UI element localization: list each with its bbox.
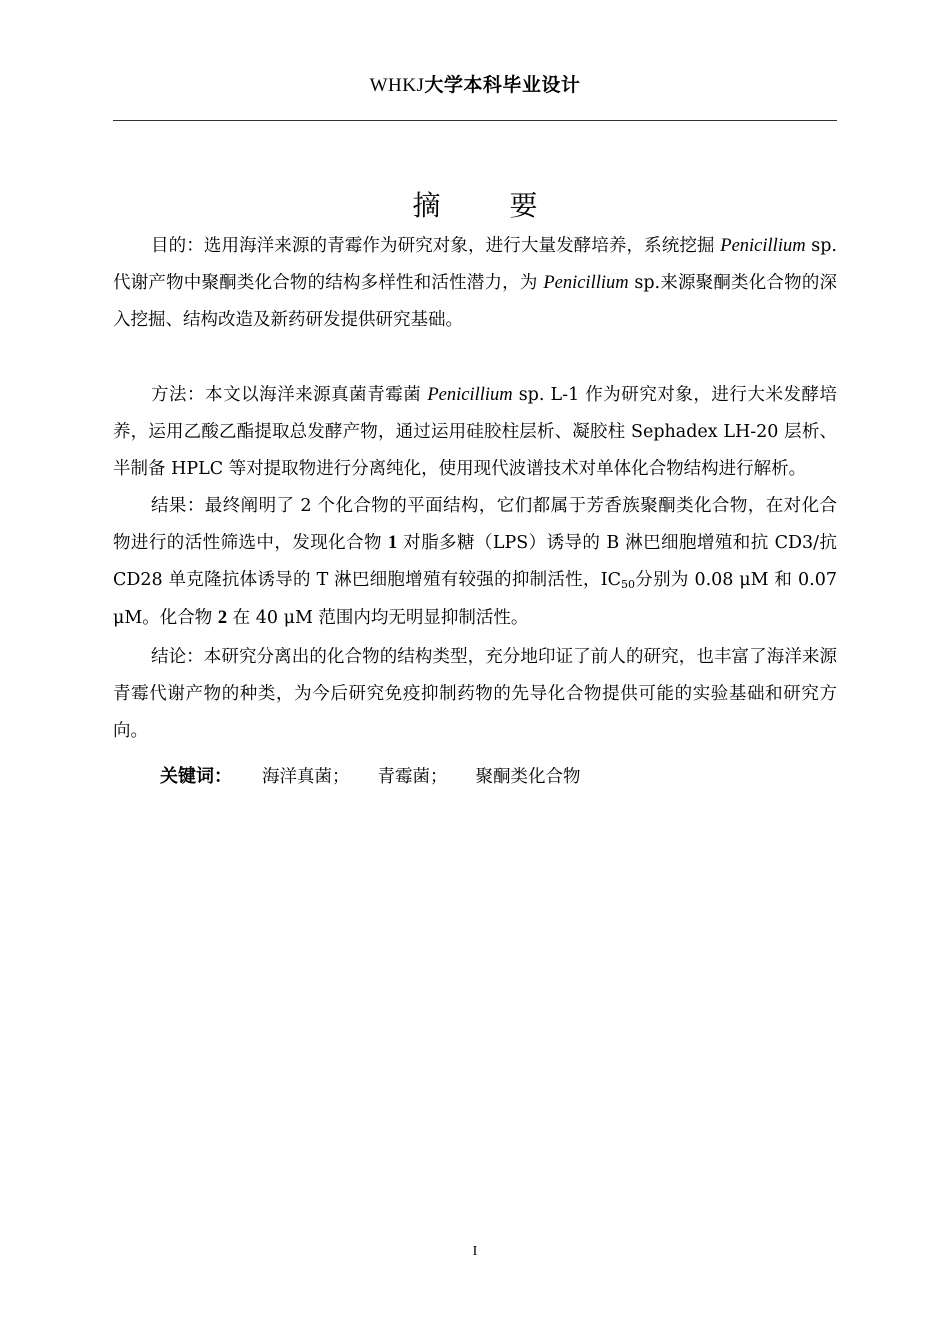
p2-text-a: 方法：本文以海洋来源真菌青霉菌 [151, 385, 428, 405]
paragraph-conclusion: 结论：本研究分离出的化合物的结构类型，充分地印证了前人的研究，也丰富了海洋来源青霉代谢产物的种类，为今后研究免疫抑制药物的先导化合物提供可能的实验基础和研究方向。 [113, 647, 837, 741]
p3-text-c: 分别为 0.08 μM 和 0.07 μM。化合物 [113, 570, 837, 628]
p1-text-a: 目的：选用海洋来源的青霉作为研究对象，进行大量发酵培养，系统挖掘 [151, 236, 721, 256]
p3-text-a: 结果：最终阐明了 2 个化合物的平面结构，它们都属于芳香族聚酮类化合物，在对化合物进行的活性筛选中，发现化合物 [113, 496, 837, 553]
p3-text-d: 在 40 μM 范围内均无明显抑制活性。 [227, 608, 529, 628]
header-title: 大学本科毕业设计 [424, 74, 581, 96]
paragraph-methods [113, 377, 837, 488]
p1-genus-2: Penicillium [543, 273, 629, 293]
page-header [0, 70, 950, 97]
p1-text-c: sp.来源聚酮类化合物的深入挖掘、结构改造及新药研发提供研究基础。 [113, 273, 838, 330]
page-number: I [472, 1244, 478, 1259]
keyword-item: 聚酮类化合物 [475, 767, 581, 787]
keywords-row [160, 762, 609, 788]
paragraph-objective [113, 228, 837, 339]
header-latin: WHKJ [369, 75, 425, 96]
p3-ic-subscript: 50 [621, 578, 636, 591]
p3-compound-2: 2 [217, 608, 228, 628]
header-rule [113, 120, 837, 121]
p2-genus: Penicillium [427, 385, 513, 405]
keyword-item: 青霉菌； [377, 767, 448, 787]
keyword-item: 海洋真菌； [262, 767, 350, 787]
p1-text-b: sp.代谢产物中聚酮类化合物的结构多样性和活性潜力，为 [113, 236, 837, 293]
abstract-title: 摘 要 [412, 189, 568, 222]
p2-text-b: sp. L-1 作为研究对象，进行大米发酵培养，运用乙酸乙酯提取总发酵产物，通过运用硅胶柱层析、凝胶柱 Sephadex LH-20 层析、半制备 HPLC 等对提取物进行分离纯化，使用现代波谱技术对单体化合物结构进行解析。 [113, 385, 837, 479]
paragraph-results [113, 488, 837, 637]
p3-compound-1: 1 [387, 533, 398, 553]
keywords-label: 关键词： [160, 766, 232, 787]
p3-text-b: 对脂多糖（LPS）诱导的 B 淋巴细胞增殖和抗 CD3/抗 CD28 单克隆抗体诱导的 T 淋巴细胞增殖有较强的抑制活性，IC [113, 533, 838, 590]
p1-genus-1: Penicillium [720, 236, 806, 256]
